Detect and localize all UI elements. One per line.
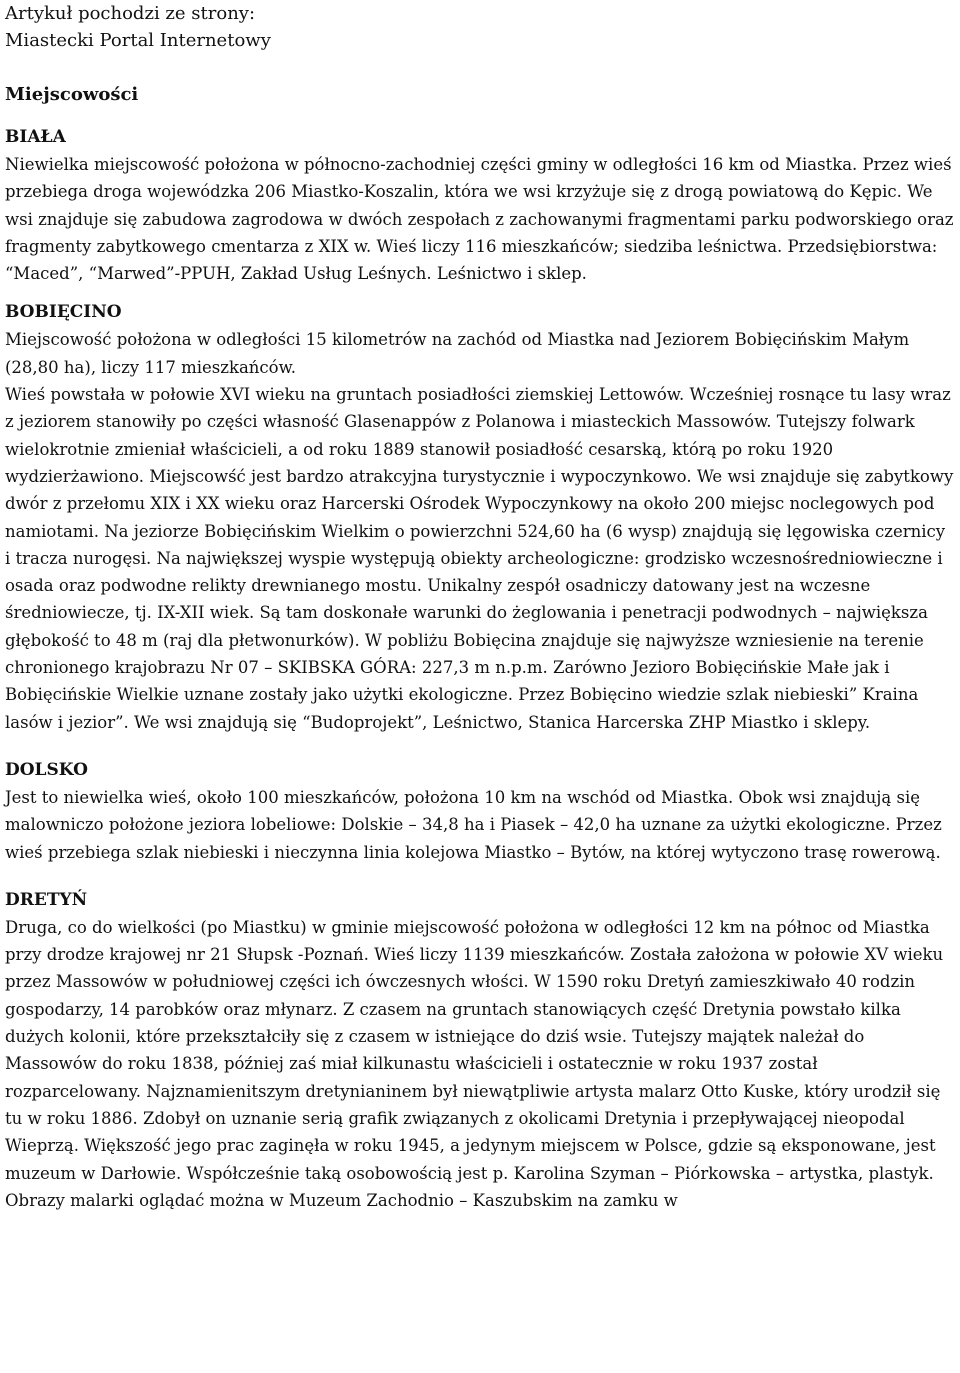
source-info (5, 0, 955, 54)
page-heading: Miejscowości (5, 84, 139, 105)
section-text-bobiecino-2: Wieś powstała w połowie XVI wieku na gruntach posiadłości ziemskiej Lettowów. Wcześniej rosnące tu lasy wraz z jeziorem stanowiły po części własność Glasenappów z Polanowa i miasteckich Massowów. Tutejszy folwark wielokrotnie zmieniał właścicieli, a od roku 1889 stanowił posiadłość cesarską, którą po roku 1920 wydzierżawiono. Miejscowść jest bardzo atrakcyjna turystycznie i wypoczynkowo. We wsi znajduje się zabytkowy dwór z przełomu XIX i XX wieku oraz Harcerski Ośrodek Wypoczynkowy na około 200 miejsc noclegowych pod namiotami. Na jeziorze Bobięcińskim Wielkim o powierzchni 524,60 ha (6 wysp) znajdują się lęgowiska czernicy i tracza nurogęsi. Na największej wyspie występują obiekty archeologiczne: grodzisko wczesnośredniowieczne i osada oraz podwodne relikty drewnianego mostu. Unikalny zespół osadniczy datowany jest na wczesne średniowiecze, tj. IX-XII wiek. Są tam doskonałe warunki do żeglowania i penetracji podwodnych – największa głębokość to 48 m (raj dla płetwonurków). W pobliżu Bobięcina znajduje się najwyższe wzniesienie na terenie chronionego krajobrazu Nr 07 – SKIBSKA GÓRA: 227,3 m n.p.m. Zarówno Jezioro Bobięcińskie Małe jak i Bobięcińskie Wielkie uznane zostały jako użytki ekologiczne. Przez Bobięcino wiedzie szlak niebieski” Kraina lasów i jezior”. We wsi znajdują się “Budoprojekt”, Leśnictwo, Stanica Harcerska ZHP Miastko i sklepy. (5, 385, 954, 732)
source-label: Artykuł pochodzi ze strony: (5, 3, 256, 24)
source-site-name: Miastecki Portal Internetowy (5, 30, 271, 51)
section-bobiecino (5, 299, 955, 735)
section-biala (5, 124, 955, 287)
section-title-dretyn: DRETYŃ (5, 889, 88, 910)
section-title-biala: BIAŁA (5, 127, 66, 147)
section-title-bobiecino: BOBIĘCINO (5, 302, 122, 323)
section-text-dolsko: Jest to niewielka wieś, około 100 mieszkańców, położona 10 km na wschód od Miastka. Obok wsi znajdują się malowniczo położone jeziora lobeliowe: Dolskie – 34,8 ha i Piasek – 42,0 ha uznane za użytki ekologiczne. Przez wieś przebiega szlak niebieski i nieczynna linia kolejowa Miastko – Bytów, na której wytyczono trasę rowerową. (5, 787, 942, 862)
section-text-biala: Niewielka miejscowość położona w północno-zachodniej części gminy w odległości 16 km od Miastka. Przez wieś przebiega droga wojewódzka 206 Miastko-Koszalin, która we wsi krzyżuje się z drogą powiatową do Kępic. We wsi znajduje się zabudowa zagrodowa w dwóch zespołach z zachowanymi fragmentami parku podworskiego oraz fragmenty zabytkowego cmentarza z XIX w. Wieś liczy 116 mieszkańców; siedziba leśnictwa. Przedsiębiorstwa: “Maced”, “Marwed”-PPUH, Zakład Usług Leśnych. Leśnictwo i sklep. (5, 155, 954, 284)
section-text-dretyn: Druga, co do wielkości (po Miastku) w gminie miejscowość położona w odległości 12 km na północ od Miastka przy drodze krajowej nr 21 Słupsk -Poznań. Wieś liczy 1139 mieszkańców. Została założona w połowie XV wieku przez Massowów w południowej części ich ówczesnych włości. W 1590 roku Dretyń zamieszkiwało 40 rodzin gospodarzy, 14 parobków oraz młynarz. Z czasem na gruntach stanowiących część Dretynia powstało kilka dużych kolonii, które przekształciły się z czasem w istniejące do dziś wsie. Tutejszy majątek należał do Massowów do roku 1838, później zaś miał kilkunastu właścicieli i ostatecznie w roku 1937 został rozparcelowany. Najznamienitszym dretynianinem był niewątpliwie artysta malarz Otto Kuske, który urodził się tu w roku 1886. Zdobył on uznanie serią grafik związanych z okolicami Dretynia i przepływającej nieopodal Wieprzą. Większość jego prac zaginęła w roku 1945, a jedynym miejscem w Polsce, gdzie są eksponowane, jest muzeum w Darłowie. Współcześnie taką osobowością jest p. Karolina Szyman – Piórkowska – artystka, plastyk. Obrazy malarki oglądać można w Muzeum Zachodnio – Kaszubskim na zamku w (5, 917, 944, 1210)
section-dolsko (5, 757, 955, 866)
section-title-dolsko: DOLSKO (5, 759, 88, 780)
section-dretyn (5, 887, 955, 1214)
document-page (5, 0, 955, 1214)
section-text-bobiecino-1: Miejscowość położona w odległości 15 kilometrów na zachód od Miastka nad Jeziorem Bobięcińskim Małym (28,80 ha), liczy 117 mieszkańców. (5, 330, 910, 377)
